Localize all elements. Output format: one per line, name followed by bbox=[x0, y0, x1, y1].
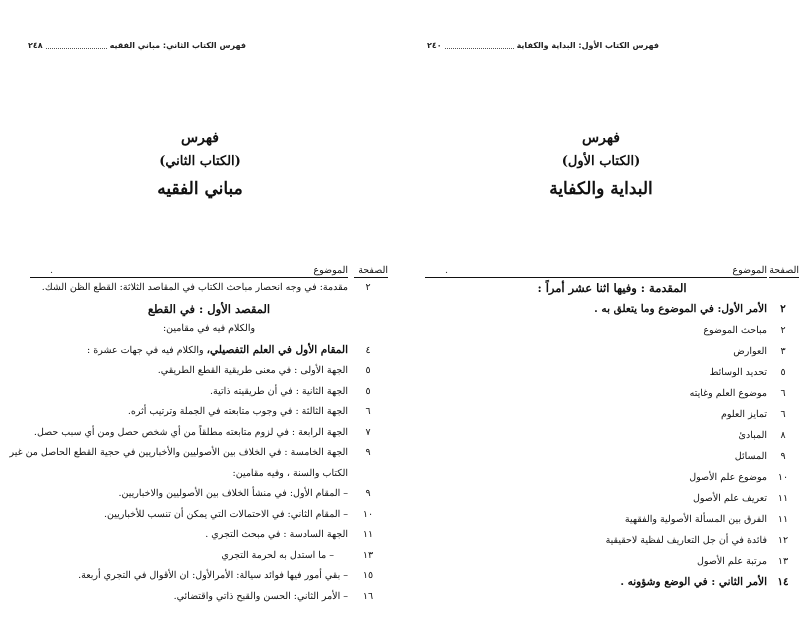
index-title: فهرس bbox=[181, 130, 219, 146]
entry-text: مقدمة: في وجه انحصار مباحث الكتاب في المقاصد الثلاثة: القطع الظن الشك. bbox=[41, 282, 348, 293]
entry-text: المسائل bbox=[734, 451, 767, 462]
entry-text: الأمر الثاني : في الوضع وشؤونه . bbox=[620, 576, 767, 588]
subject-column-label: الموضوع bbox=[732, 265, 767, 276]
entry-page: ٦ bbox=[365, 406, 371, 417]
entry-text: الجهة الثانية : في أن طريقيته ذاتية. bbox=[209, 385, 348, 397]
toc-entry bbox=[30, 382, 388, 403]
entry-text: تعريف علم الأصول bbox=[692, 493, 767, 504]
entry-text: فائدة في أن جل التعاريف لفظية لاحقيقية bbox=[605, 535, 767, 546]
entry-text: الأمر الأول: في الموضوع وما يتعلق به . bbox=[594, 303, 767, 315]
section-heading-text: المقدمة : وفيها اثنا عشر أمراً : bbox=[537, 281, 687, 295]
toc-entry bbox=[425, 383, 799, 404]
book-title: مباني الفقيه bbox=[157, 179, 243, 199]
title-block bbox=[491, 126, 711, 204]
entry-page: ٩ bbox=[780, 451, 786, 462]
entry-text: تحديد الوسائط bbox=[709, 367, 767, 378]
entry-text: – المقام الأول: في منشأ الخلاف بين الأصوليين والاخباريين. bbox=[118, 488, 348, 499]
toc-entry bbox=[30, 505, 388, 526]
toc-entry bbox=[30, 525, 388, 546]
entry-page: ٨ bbox=[780, 430, 786, 441]
entry-page: ١٦ bbox=[362, 590, 374, 602]
entry-page: ٥ bbox=[780, 367, 786, 378]
toc-entry bbox=[30, 546, 388, 567]
toc-entry bbox=[425, 530, 799, 551]
entry-text: – ما استدل به لحرمة التجري bbox=[221, 549, 334, 561]
book-number: (الكتاب الثاني) bbox=[159, 154, 241, 169]
toc-entry bbox=[30, 423, 388, 444]
entry-page: ٢ bbox=[365, 282, 371, 293]
header-mark: . bbox=[445, 265, 449, 276]
toc-entry bbox=[30, 566, 388, 587]
entry-text: الجهة السادسة : في مبحث التجري . bbox=[205, 529, 348, 540]
entry-page: ١١ bbox=[777, 514, 789, 525]
page-column-header: الصفحة bbox=[354, 265, 388, 278]
toc-entry bbox=[30, 278, 388, 299]
toc-entry bbox=[425, 320, 799, 341]
entry-text: الجهة الرابعة : في لزوم متابعته مطلقاً من أي شخص حصل ومن أي سبب حصل. bbox=[33, 426, 348, 438]
toc-entry bbox=[30, 402, 388, 423]
toc-entry bbox=[30, 361, 388, 382]
toc-entry bbox=[9, 443, 388, 464]
dot-leader bbox=[46, 41, 107, 49]
entry-text: مباحث الموضوع bbox=[703, 325, 767, 336]
toc-entry bbox=[425, 488, 799, 509]
entry-page: ١٠ bbox=[777, 472, 789, 483]
toc-entry bbox=[425, 467, 799, 488]
entry-text: – بقي أمور فيها فوائد سيالة: الأمرالأول: ان الأقوال في التجري أربعة. bbox=[78, 570, 348, 581]
entry-page: ٥ bbox=[365, 385, 371, 397]
dot-leader bbox=[445, 41, 514, 49]
table-of-contents bbox=[425, 262, 799, 593]
entry-text: – المقام الثاني: في الاحتمالات التي يمكن أن تنسب للأخباريين. bbox=[103, 508, 348, 520]
entry-text: الجهة الخامسة : في الخلاف بين الأصوليين والأخباريين في حجية القطع الحاصل من غير bbox=[9, 447, 348, 458]
right-page bbox=[401, 0, 802, 642]
entry-page: ٩ bbox=[365, 447, 371, 458]
toc-header bbox=[30, 262, 388, 278]
page-number: ٢٤٨ bbox=[28, 40, 43, 50]
toc-entry bbox=[30, 587, 388, 608]
toc-subheading bbox=[30, 319, 388, 340]
book-title: البداية والكفاية bbox=[549, 179, 653, 199]
entry-page: ١٠ bbox=[362, 508, 374, 520]
toc-entry bbox=[425, 572, 799, 593]
book-number: (الكتاب الأول) bbox=[561, 154, 641, 169]
entry-page: ٦ bbox=[780, 409, 786, 420]
entry-page: ٩ bbox=[365, 488, 371, 499]
subject-column-header bbox=[30, 265, 348, 278]
running-header-title: فهرس الكتاب الأول: البداية والكفاية bbox=[516, 40, 659, 50]
entry-page: ١٤ bbox=[777, 576, 789, 588]
toc-entry bbox=[30, 340, 388, 362]
toc-header bbox=[425, 262, 799, 278]
entry-page: ١٣ bbox=[362, 549, 374, 561]
entry-page: ١٣ bbox=[777, 556, 789, 567]
entry-page: ٤ bbox=[365, 344, 371, 356]
entry-page: ١١ bbox=[362, 529, 374, 540]
entry-text bbox=[30, 340, 348, 362]
page-number: ٢٤٠ bbox=[427, 40, 442, 50]
entry-bold-text: المقام الأول في العلم التفصيلي، bbox=[206, 343, 348, 356]
entry-page: ١٢ bbox=[777, 535, 789, 546]
entry-text: الكتاب والسنة ، وفيه مقامين: bbox=[232, 467, 348, 479]
subject-column-header bbox=[425, 265, 767, 278]
entry-text: تمايز العلوم bbox=[721, 409, 767, 420]
index-title: فهرس bbox=[582, 130, 620, 146]
toc-entry bbox=[425, 509, 799, 530]
toc-section-heading bbox=[425, 278, 799, 299]
toc-entry-continuation bbox=[30, 464, 388, 485]
entry-text: – الأمر الثاني: الحسن والقبح ذاتي واقتضائي. bbox=[173, 590, 348, 602]
entry-page: ٧ bbox=[365, 426, 371, 438]
toc-entry bbox=[425, 299, 799, 320]
entry-text: موضوع علم الأصول bbox=[689, 472, 767, 483]
entry-text: الجهة الثالثة : في وجوب متابعته في الجملة وترتيب أثره. bbox=[127, 406, 348, 417]
toc-entry bbox=[425, 362, 799, 383]
toc-entry bbox=[425, 551, 799, 572]
title-block bbox=[90, 126, 310, 204]
toc-entry bbox=[425, 425, 799, 446]
running-header bbox=[28, 38, 246, 52]
header-mark: . bbox=[50, 265, 54, 276]
entry-page: ١٥ bbox=[362, 570, 374, 581]
subject-column-label: الموضوع bbox=[313, 265, 348, 276]
toc-section-heading bbox=[30, 299, 388, 320]
entry-text: الجهة الأولى : في معنى طريقية القطع الطريقي. bbox=[157, 365, 348, 376]
page-column-header: الصفحة bbox=[769, 265, 799, 276]
toc-entry bbox=[425, 446, 799, 467]
entry-text: الفرق بين المسألة الأصولية والفقهية bbox=[624, 514, 767, 525]
entry-text: العوارض bbox=[733, 346, 767, 357]
running-header-title: فهرس الكتاب الثاني: مباني الفقيه bbox=[109, 40, 246, 50]
table-of-contents bbox=[9, 262, 388, 607]
entry-page: ٢ bbox=[780, 325, 786, 336]
entry-page: ٦ bbox=[780, 388, 786, 399]
running-header bbox=[427, 38, 659, 52]
toc-entry bbox=[425, 341, 799, 362]
entry-page: ٣ bbox=[780, 346, 786, 357]
toc-entry bbox=[30, 484, 388, 505]
subheading-text: والكلام فيه في مقامين: bbox=[162, 323, 256, 334]
entry-text: المبادئ bbox=[738, 430, 767, 441]
entry-page: ٢ bbox=[780, 303, 786, 315]
entry-page: ٥ bbox=[365, 365, 371, 376]
entry-page: ١١ bbox=[777, 493, 789, 504]
entry-rest-text: والكلام فيه في جهات عشرة : bbox=[87, 344, 207, 356]
entry-text: مرتبة علم الأصول bbox=[696, 556, 767, 567]
toc-entry bbox=[425, 404, 799, 425]
entry-text: موضوع العلم وغايته bbox=[689, 388, 767, 399]
section-heading-text: المقصد الأول : في القطع bbox=[147, 301, 271, 316]
